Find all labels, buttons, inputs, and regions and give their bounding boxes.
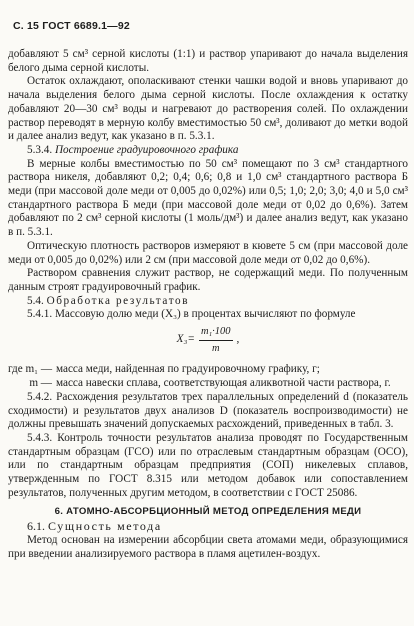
formula-legend — [8, 363, 408, 390]
paragraph: Оптическую плотность растворов измеряют в кювете 5 см (при массовой доле меди от 0,005 до 0,02%) или 2 см (при массовой доле меди от 0,02 до 0,6%). — [8, 239, 408, 266]
paragraph: Метод основан на измерении абсорбции света атомами меди, образующимися при введении анализируемого раствора в пламя ацетилен-воздух. — [8, 533, 408, 560]
subsection-number: 6.1. — [27, 519, 45, 534]
subsection-heading — [8, 295, 408, 309]
page-header: С. 15 ГОСТ 6689.1—92 — [13, 20, 130, 32]
subsection-number: 5.3.4. — [27, 143, 53, 156]
formula-fraction — [199, 325, 233, 355]
paragraph: добавляют 5 см³ серной кислоты (1:1) и раствор упаривают до начала выделения белого дыма серной кислоты. — [8, 48, 408, 74]
legend-label: m — — [29, 377, 52, 390]
formula-end: , — [236, 333, 240, 346]
paragraph: 5.4.1. Массовую долю меди (X₃) в процентах вычисляют по формуле — [27, 308, 356, 321]
subsection-title: Построение градуировочного графика — [54, 143, 239, 156]
subsection-heading — [8, 520, 408, 534]
paragraph: 5.4.3. Контроль точности результатов анализа проводят по Государственным стандартным образцам (ГСО) или по отраслевым стандартным образцам (ОСО), или по стандартным образцам предприятия (СОП) никелевых сплавов, утвержденным по ГОСТ 8.315 или методом добавок или сопоставлением результатов, полученных другим методом, в соответствии с ГОСТ 25086. — [8, 431, 408, 499]
paragraph: 5.4.2. Расхождения результатов трех параллельных определений d (показатель сходимости) и результатов двух анализов D (показатель воспроизводимости) не должны превышать значений допускаемых расхождений, приведенных в табл. 3. — [8, 390, 408, 431]
subsection-title: Обработка результатов — [46, 294, 190, 307]
legend-row — [8, 377, 408, 391]
document-body — [8, 48, 408, 561]
formula-numerator: m₁·100 — [199, 325, 233, 341]
legend-text: масса навески сплава, соответствующая аликвотной части раствора, г. — [56, 377, 391, 390]
legend-label: где m₁ — — [8, 363, 53, 376]
subsection-number: 5.4. — [27, 294, 44, 307]
paragraph: В мерные колбы вместимостью по 50 см³ помещают по 3 см³ стандартного раствора никеля, добавляют 0,2; 0,4; 0,6; 0,8 и 1,0 см³ стандартного раствора Б меди (при массовой доле меди от 0,005 до 0,02%) или 0,5; 1,0; 2,0; 3,0; 4,0 и 5,0 см³ стандартного раствора Б меди (при массовой доле меди от 0,02 до 0,6%). Затем добавляют по 2 см³ серной кислоты (1 моль/дм³) и далее анализ ведут, как указано в п. 5.3.1. — [8, 157, 408, 239]
legend-row — [8, 363, 408, 377]
section-title: 6. АТОМНО-АБСОРБЦИОННЫЙ МЕТОД ОПРЕДЕЛЕНИЯ МЕДИ — [54, 505, 362, 517]
legend-text: масса меди, найденная по градуировочному графику, г; — [56, 363, 320, 376]
paragraph: Раствором сравнения служит раствор, не содержащий меди. По полученным данным строят градуировочный график. — [8, 267, 408, 293]
paragraph: Остаток охлаждают, ополаскивают стенки чашки водой и вновь упаривают до начала выделения белого дыма серной кислоты. После охлаждения к остатку добавляют 20—30 см³ воды и нагревают до растворения солей. По охлаждении раствор переводят в мерную колбу вместимостью 50 см³, доливают до метки водой и далее анализ ведут, как указано в п. 5.3.1. — [8, 75, 408, 143]
subsection-heading — [8, 144, 408, 158]
formula-denominator: m — [211, 342, 220, 354]
subsection-title: Сущность метода — [48, 519, 162, 534]
formula-lhs: X₃= — [176, 333, 195, 346]
formula — [8, 325, 408, 355]
